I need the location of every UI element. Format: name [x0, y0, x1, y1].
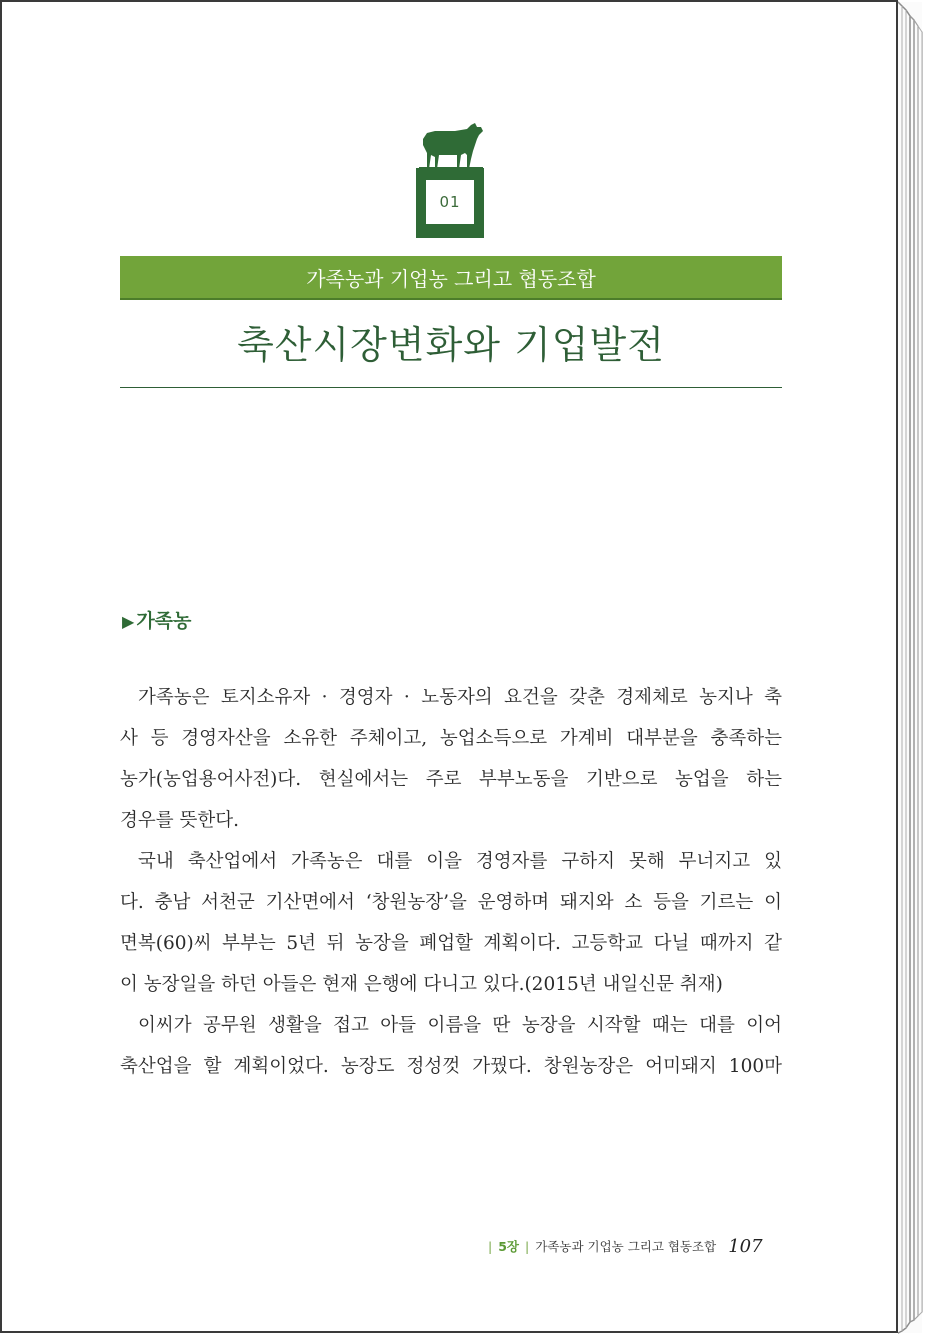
- page-stack-edges: [880, 0, 950, 1335]
- triangle-marker-icon: ▶: [122, 612, 135, 631]
- title-divider: [120, 387, 782, 388]
- body-line: 국내 축산업에서 가족농은 대를 이을 경영자를 구하지 못해 무너지고 있: [138, 851, 782, 872]
- body-line: 가족농은 토지소유자 · 경영자 · 노동자의 요건을 갖춘 경제체로 농지나 축: [138, 687, 782, 708]
- chapter-number: 01: [426, 180, 474, 224]
- body-line: 다. 충남 서천군 기산면에서 ‘창원농장’을 운영하며 돼지와 소 등을 기르는 이: [120, 892, 782, 913]
- page-footer: [482, 1233, 763, 1259]
- chapter-number-box: [416, 168, 484, 238]
- body-line: 면복(60)씨 부부는 5년 뒤 농장을 폐업할 계획이다. 고등학교 다닐 때까지 같: [120, 933, 782, 954]
- body-line: 이씨가 공무원 생활을 접고 아들 이름을 딴 농장을 시작할 때는 대를 이어: [138, 1015, 782, 1036]
- page-number: 107: [728, 1235, 763, 1257]
- page-title: 축산시장변화와 기업발전: [237, 323, 665, 367]
- footer-divider: |: [525, 1238, 530, 1254]
- footer-divider: |: [488, 1238, 493, 1254]
- footer-chapter-label: 5장: [498, 1239, 519, 1254]
- body-line: 축산업을 할 계획이었다. 농장도 정성껏 가꿨다. 창원농장은 어미돼지 100마: [120, 1056, 782, 1077]
- body-line: 이 농장일을 하던 아들은 현재 은행에 다니고 있다.(2015년 내일신문 취재): [120, 974, 723, 995]
- section-heading-text: 가족농: [136, 610, 192, 632]
- footer-chapter-title: 가족농과 기업농 그리고 협동조합: [535, 1239, 717, 1254]
- section-heading: [122, 606, 191, 633]
- body-text: [120, 683, 782, 1093]
- body-line: 사 등 경영자산을 소유한 주체이고, 농업소득으로 가계비 대부분을 충족하는: [120, 728, 782, 749]
- body-line: 농가(농업용어사전)다. 현실에서는 주로 부부노동을 기반으로 농업을 하는: [120, 769, 782, 790]
- body-line: 경우를 뜻한다.: [120, 810, 239, 831]
- chapter-banner: 가족농과 기업농 그리고 협동조합: [120, 256, 782, 300]
